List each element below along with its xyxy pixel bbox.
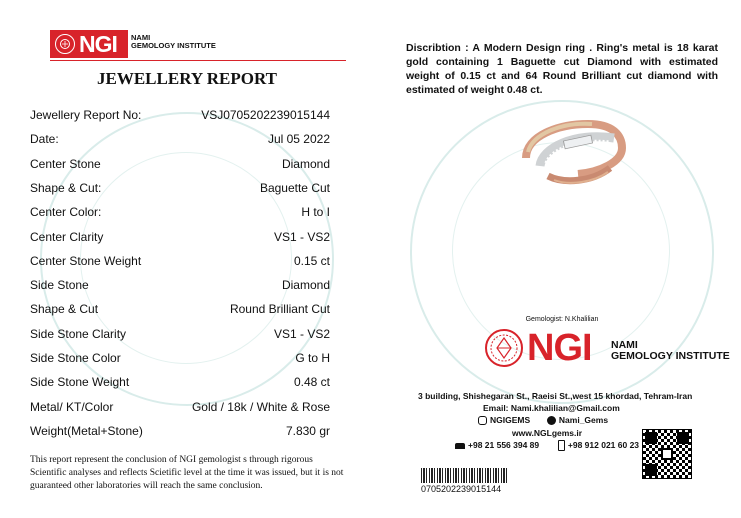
row-value: 7.830 gr [285,423,330,438]
phone-icon [455,443,465,449]
report-row [30,254,330,274]
row-value: Round Brilliant Cut [229,302,330,317]
logo-line2: GEMOLOGY INSTITUTE [131,40,216,50]
row-label: Side Stone Weight [30,375,130,390]
row-label: Center Stone Weight [30,253,142,268]
row-value: Diamond [281,156,330,171]
website[interactable]: www.NGLgems.ir [512,428,583,438]
report-row [30,327,330,347]
report-row [30,278,330,298]
row-value: Jul 05 2022 [267,132,330,147]
row-value: G to H [295,351,330,365]
ring-photo [518,118,628,190]
logo-line2-right: GEMOLOGY INSTITUTE [611,350,730,363]
social-row [478,415,608,425]
logo-line1: NAMI [131,33,151,42]
barcode [421,468,507,483]
description: Discribtion : A Modern Design ring . Ring's metal is 18 karat gold containing 1 Baguette cut Diamond with estimated weight of 0.15 ct and 64 Round Brilliant cut diamond with estimated of weight 0.48 ct. [406,42,718,96]
mobile-number: +98 912 021 60 23 [567,440,640,450]
barcode-number: 0705202239015144 [421,484,502,494]
row-value: H to I [301,205,330,220]
report-row [30,132,330,152]
row-label: Center Clarity [30,229,104,244]
row-label: Side Stone Clarity [30,326,127,341]
row-label: Shape & Cut: [30,180,102,195]
row-value: Gold / 18k / White & Rose [191,399,330,414]
logo-institute-name-right [611,340,730,362]
telegram-handle[interactable]: Nami_Gems [558,415,609,425]
page-title: JEWELLERY REPORT [97,69,278,88]
row-label: Side Stone Color [30,351,121,365]
instagram-icon [478,416,487,425]
row-label: Side Stone [30,278,89,293]
report-row [30,424,330,444]
report-row [30,230,330,250]
email[interactable]: Email: Nami.khalilian@Gmail.com [483,403,620,413]
report-row [30,400,330,420]
disclaimer: This report represent the conclusion of NGI gemologist s through rigorous Scientific analyses and reflects Scietific level at the time it was issued, but it is not guaranteed other laboratories will reach the same conclusion. [30,455,344,491]
row-value: Diamond [281,278,330,293]
row-label: Shape & Cut [30,302,99,317]
ngi-emblem-icon [55,34,75,54]
report-row [30,205,330,225]
report-row [30,181,330,201]
logo-letters-right: NGI [527,327,592,369]
logo-line1-right: NAMI [611,339,638,351]
qr-code[interactable] [642,429,692,479]
report-row [30,157,330,177]
mobile-icon [558,440,565,451]
row-label: Weight(Metal+Stone) [30,423,143,438]
row-value: 0.48 ct [293,375,330,390]
report-row [30,302,330,322]
phone-number: +98 21 556 394 89 [468,440,540,450]
row-value: VSJ0705202239015144 [201,108,330,122]
logo-institute-name-left [131,34,216,50]
address: 3 building, Shishegaran St., Raeisi St.,west 15 khordad, Tehram-Iran [418,391,693,401]
row-value: Baguette Cut [259,180,330,195]
report-row [30,351,330,371]
row-label: Center Color: [30,205,102,220]
row-value: VS1 - VS2 [273,229,330,244]
ngi-logo-left [50,30,128,58]
row-label: Jewellery Report No: [30,108,142,122]
row-label: Metal/ KT/Color [30,399,114,414]
instagram-handle[interactable]: NGIGEMS [490,415,531,425]
row-value: VS1 - VS2 [273,326,330,341]
report-row [30,108,330,128]
logo-letters: NGI [79,30,117,57]
row-value: 0.15 ct [293,253,330,268]
telegram-icon [547,416,556,425]
header-divider [50,60,346,61]
ngi-seal-icon [484,328,524,368]
phone-row [455,440,639,451]
row-label: Date: [30,132,59,147]
row-label: Center Stone [30,156,101,171]
report-row [30,375,330,395]
gemologist-name: Gemologist: N.Khalilian [525,316,599,323]
